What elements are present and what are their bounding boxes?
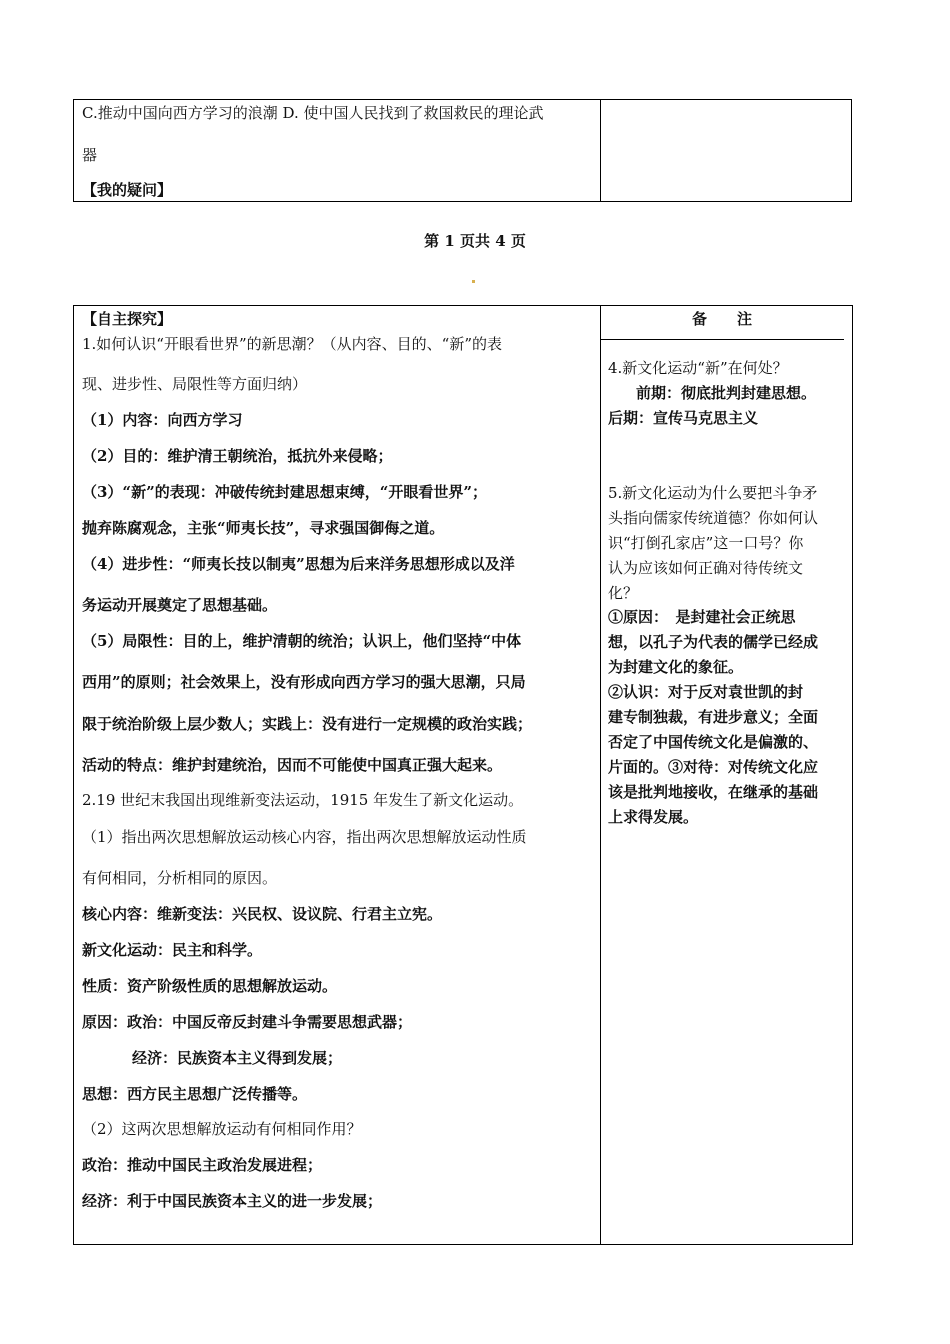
answer-1-line: （4）进步性：“师夷长技以制夷”思想为后来洋务思想形成以及洋 — [82, 555, 515, 573]
notes-heading: 备 注 — [692, 310, 753, 328]
note-answer-5-line: 建专制独裁，有进步意义；全面 — [608, 708, 819, 726]
question-1-line-1: 1.如何认识“开眼看世界”的新思潮？（从内容、目的、“新”的表 — [82, 335, 502, 353]
self-exploration-heading: 【自主探究】 — [82, 310, 173, 328]
answer-1-line: 西用”的原则；社会效果上，没有形成向西方学习的强大思潮，只局 — [82, 673, 526, 691]
page-footer: 第 1 页共 4 页 — [424, 232, 526, 250]
question-2: 2.19 世纪末我国出现维新变法运动，1915 年发生了新文化运动。 — [82, 791, 524, 809]
note-answer-5-line: ②认识：对于反对袁世凯的封 — [608, 683, 804, 701]
answer-2-1-line: 原因：政治：中国反帝反封建斗争需要思想武器； — [82, 1013, 413, 1031]
answer-1-line: （2）目的：维护清王朝统治，抵抗外来侵略； — [82, 447, 393, 465]
top-option-line-cont: 器 — [82, 146, 98, 164]
main-table-divider — [600, 306, 601, 1244]
answer-1-line: 活动的特点：维护封建统治，因而不可能使中国真正强大起来。 — [82, 756, 503, 774]
answer-2-1-line: 经济：民族资本主义得到发展； — [132, 1049, 343, 1067]
notes-header-rule — [601, 339, 844, 340]
answer-1-line: 务运动开展奠定了思想基础。 — [82, 596, 278, 614]
answer-1-line: 抛弃陈腐观念，主张“师夷长技”，寻求强国御侮之道。 — [82, 519, 445, 537]
answer-1-line: （5）局限性：目的上，维护清朝的统治；认识上，他们坚持“中体 — [82, 632, 522, 650]
note-answer-4-line: 前期：彻底批判封建思想。 — [636, 384, 817, 402]
note-answer-5-line: 为封建文化的象征。 — [608, 658, 744, 676]
answer-1-line: （3）“新”的表现：冲破传统封建思想束缚，“开眼看世界”； — [82, 483, 487, 501]
top-option-line: C.推动中国向西方学习的浪潮 D. 使中国人民找到了救国救民的理论武 — [82, 104, 544, 122]
note-answer-5-line: 片面的。③对待：对传统文化应 — [608, 758, 819, 776]
note-question-5-line: 认为应该如何正确对待传统文 — [608, 559, 804, 577]
my-questions-heading: 【我的疑问】 — [82, 181, 173, 199]
note-answer-5-line: ①原因： 是封建社会正统思 — [608, 608, 796, 626]
note-answer-5-line: 想，以孔子为代表的儒学已经成 — [608, 633, 819, 651]
answer-2-1-line: 新文化运动：民主和科学。 — [82, 941, 263, 959]
note-answer-4-line: 后期：宣传马克思主义 — [608, 409, 759, 427]
note-question-5-line: 头指向儒家传统道德？你如何认 — [608, 509, 819, 527]
note-answer-5-line: 否定了中国传统文化是偏激的、 — [608, 733, 819, 751]
decorative-dot — [472, 280, 475, 283]
note-question-5-line: 化？ — [608, 584, 639, 602]
answer-2-2-line: 政治：推动中国民主政治发展进程； — [82, 1156, 323, 1174]
answer-2-2-line: 经济：利于中国民族资本主义的进一步发展； — [82, 1192, 383, 1210]
question-2-2: （2）这两次思想解放运动有何相同作用？ — [82, 1120, 362, 1138]
answer-1-line: 限于统治阶级上层少数人；实践上：没有进行一定规模的政治实践； — [82, 715, 533, 733]
question-2-1-line-1: （1）指出两次思想解放运动核心内容，指出两次思想解放运动性质 — [82, 828, 527, 846]
answer-2-1-line: 性质：资产阶级性质的思想解放运动。 — [82, 977, 338, 995]
top-table-divider — [600, 100, 601, 201]
note-question-4: 4.新文化运动“新”在何处？ — [608, 359, 788, 377]
question-1-line-2: 现、进步性、局限性等方面归纳） — [82, 375, 308, 393]
question-2-1-line-2: 有何相同，分析相同的原因。 — [82, 869, 278, 887]
note-question-5-line: 5.新文化运动为什么要把斗争矛 — [608, 484, 818, 502]
answer-1-line: （1）内容：向西方学习 — [82, 411, 243, 429]
answer-2-1-line: 思想：西方民主思想广泛传播等。 — [82, 1085, 308, 1103]
note-answer-5-line: 该是批判地接收，在继承的基础 — [608, 783, 819, 801]
answer-2-1-line: 核心内容：维新变法：兴民权、设议院、行君主立宪。 — [82, 905, 443, 923]
note-question-5-line: 识“打倒孔家店”这一口号？你 — [608, 534, 804, 552]
note-answer-5-line: 上求得发展。 — [608, 808, 699, 826]
